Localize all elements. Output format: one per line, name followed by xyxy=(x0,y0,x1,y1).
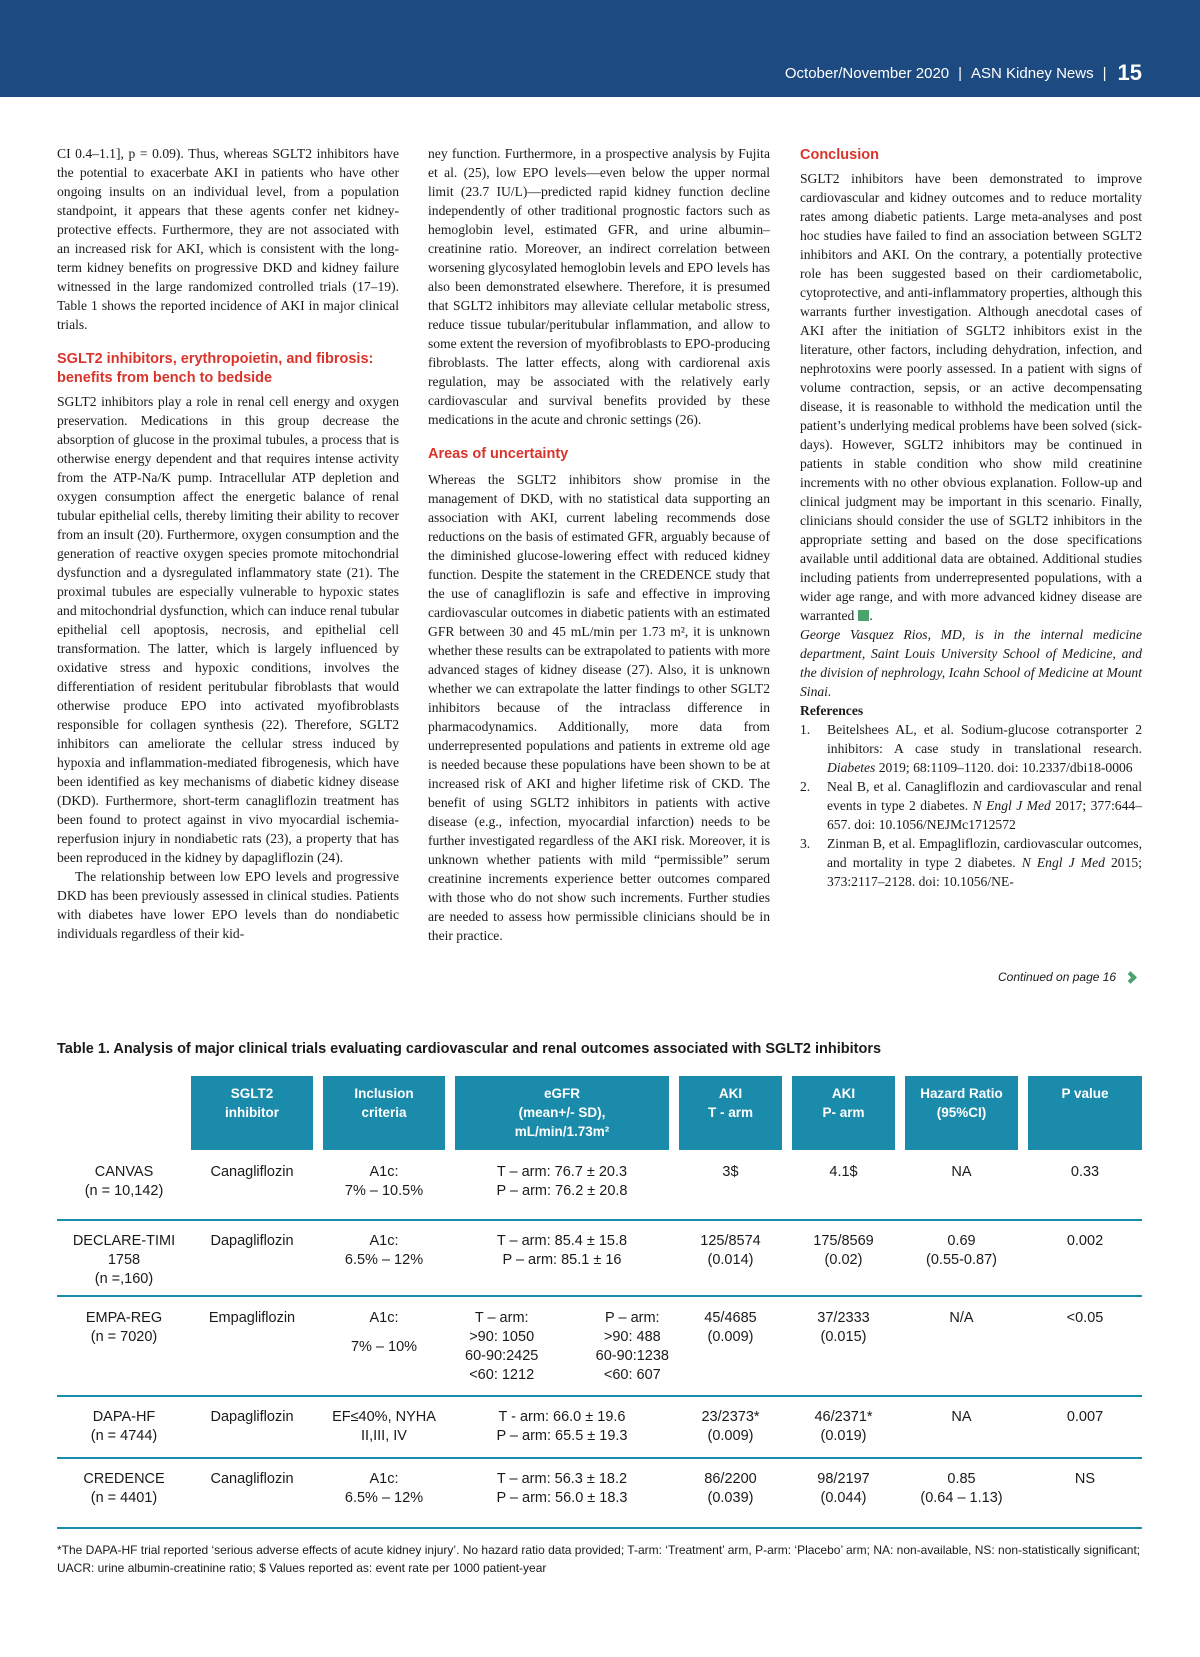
egfr-p-arm: P – arm: >90: 488 60-90:1238 <60: 607 xyxy=(595,1310,669,1383)
page-number: 15 xyxy=(1117,60,1142,85)
header-aki-p-arm: AKI P- arm xyxy=(792,1076,895,1150)
header-sglt2-inhibitor: SGLT2 inhibitor xyxy=(191,1076,313,1150)
cell-criteria: A1c: 6.5% – 12% xyxy=(344,1471,424,1506)
table-title: Table 1. Analysis of major clinical trials evaluating cardiovascular and renal outcomes associated with SGLT2 inhibitors xyxy=(57,1041,882,1057)
reference-details: 2017; 377:644–657. doi: 10.1056/NEJMc1712572 xyxy=(827,798,1142,832)
cell-hazard-ratio: N/A xyxy=(949,1310,974,1326)
table-footnote: *The DAPA-HF trial reported ‘serious adverse effects of acute kidney injury’. No hazard ratio data provided; T-arm: ‘Treatment’ arm, P-arm: ‘Placebo’ arm; NA: non-available, NS: non-statistically significant; UACR: urine albumin-creatinine ratio; $ Values reported as: event rate per 1000 patient-year xyxy=(57,1543,1141,1575)
cell-hazard-ratio: NA xyxy=(951,1409,972,1425)
cell-hazard-ratio: NA xyxy=(951,1164,972,1180)
cell-trial: CREDENCE (n = 4401) xyxy=(83,1471,165,1506)
header-separator-2: | xyxy=(1102,64,1107,82)
reference-item xyxy=(800,777,1142,834)
row-divider xyxy=(57,1527,1142,1529)
cell-aki-p: 98/2197 (0.044) xyxy=(817,1471,870,1506)
cell-inhibitor: Dapagliflozin xyxy=(210,1409,294,1425)
reference-item xyxy=(800,720,1142,777)
cell-criteria: EF≤40%, NYHA II,III, IV xyxy=(332,1409,436,1444)
col2-paragraph-2: Whereas the SGLT2 inhibitors show promise in the management of DKD, with no statistical data supporting an association with AKI, current labeling recommends dose reductions on the basis of estimated GFR, arguably because of the diminished glucose-lowering effect with reduced kidney function. Despite the statement in the CREDENCE study that the use of canagliflozin is safe and effective in improving cardiovascular outcomes in diabetic patients with an estimated GFR between 30 and 45 mL/min per 1.73 m², it is unknown whether these results can be extrapolated to patients with more advanced stages of kidney disease (27). Also, it is unknown whether we can extrapolate the latter findings to other SGLT2 inhibitors because of the intraclass difference in pharmacodynamics. Additionally, more data from underrepresented populations and patients in extreme old age is needed because these populations have been shown to be at increased risk of AKI and higher lifetime risk of CKD. The benefit of using SGLT2 inhibitors in patients with active disease (e.g., infection, myocardial infarction) needs to be further investigated regardless of the AKI risk. Moreover, it is unknown whether patients with mild “permissible” serum creatinine increments experience better outcomes compared with those who do not show such increments. Further studies are needed to assess how permissible clinicians should be in their practice. xyxy=(428,472,770,943)
cell-inhibitor: Canagliflozin xyxy=(210,1164,294,1180)
section-heading-conclusion: Conclusion xyxy=(800,147,879,163)
reference-item xyxy=(800,834,1142,891)
header-egfr: eGFR (mean+/- SD), mL/min/1.73m² xyxy=(455,1076,669,1150)
column-1 xyxy=(57,144,399,943)
cell-aki-t: 45/4685 (0.009) xyxy=(704,1310,757,1345)
row-divider xyxy=(57,1395,1142,1397)
cell-inhibitor: Empagliflozin xyxy=(208,1310,296,1326)
running-head xyxy=(785,60,1142,86)
cell-p-value: <0.05 xyxy=(1066,1310,1104,1326)
header-p-value: P value xyxy=(1028,1076,1142,1150)
col2-paragraph-1: ney function. Furthermore, in a prospective analysis by Fujita et al. (25), low EPO levels—even below the upper normal limit (23.7 IU/L)—predicted rapid kidney function decline independently of other traditional prognostic factors such as hemoglobin level, estimated GFR, and urine albumin–creatinine ratio. Moreover, an indirect correlation between worsening glycosylated hemoglobin levels and EPO levels has also been demonstrated elsewhere. Therefore, it is presumed that SGLT2 inhibitors may alleviate cellular metabolic stress, reduce tissue tubular/peritubular inflammation, and allow to some extent the reversion of myofibroblasts to EPO-producing fibroblasts. The latter effects, along with cardiorenal axis regulation, may be associated with the relatively early cardiovascular and survival benefits provided by these medications in the acute and chronic settings (26). xyxy=(428,146,770,427)
row-divider xyxy=(57,1457,1142,1459)
cell-criteria: A1c: 7% – 10.5% xyxy=(344,1164,424,1199)
header-separator: | xyxy=(958,64,963,82)
col1-paragraph-2: SGLT2 inhibitors play a role in renal cell energy and oxygen preservation. Medications in this group decrease the absorption of glucose in the proximal tubules, a process that is otherwise energy dependent and that requires intense activity from the ATP-Na/K pump. Intracellular ATP depletion and oxygen consumption affect the energetic balance of renal tubular epithelial cells, thereby limiting their ability to recover from an insult (20). Furthermore, oxygen consumption and the generation of reactive oxygen species promote mitochondrial dysfunction and a dysregulated inflammatory state (21). The proximal tubules are especially vulnerable to hypoxic states and mitochondrial dysfunction, which can induce renal tubular epithelial cell apoptosis, necrosis, and epithelial cell transformation. The latter, which is largely influenced by oxidative stress and hypoxic conditions, involves the differentiation of resident peritubular fibroblasts that would otherwise produce EPO into activated myofibroblasts responsible for collagen synthesis (22). Therefore, SGLT2 inhibitors can ameliorate the cellular stress induced by hypoxia and inflammation-mediated fibrogenesis, which have been identified as key mechanisms of diabetic kidney disease (DKD). Furthermore, short-term canagliflozin treatment has been found to protect against in vivo myocardial ischemia-reperfusion injury in nondiabetic rats (23), a property that has been reproduced in the kidney by dapagliflozin (24). xyxy=(57,394,399,865)
reference-text: Neal B, et al. Canagliflozin and cardiovascular and renal events in type 2 diabetes. xyxy=(827,779,1142,813)
cell-hazard-ratio: 0.69 (0.55-0.87) xyxy=(926,1233,997,1268)
cell-trial: EMPA-REG (n = 7020) xyxy=(85,1310,163,1345)
cell-aki-p: 37/2333 (0.015) xyxy=(817,1310,870,1345)
reference-number: 1. xyxy=(800,722,811,737)
references-list xyxy=(800,720,1142,891)
cell-p-value: 0.33 xyxy=(1070,1164,1100,1180)
reference-details: 2019; 68:1109–1120. doi: 10.2337/dbi18-0006 xyxy=(875,760,1133,775)
cell-egfr xyxy=(465,1309,669,1385)
reference-journal: N Engl J Med xyxy=(1021,855,1105,870)
publication-name: ASN Kidney News xyxy=(971,64,1094,82)
table-row xyxy=(57,1470,1142,1512)
reference-text: Zinman B, et al. Empagliflozin, cardiovascular outcomes, and mortality in type 2 diabetes. xyxy=(827,836,1142,870)
cell-egfr: T - arm: 66.0 ± 19.6 P – arm: 65.5 ± 19.3 xyxy=(496,1409,628,1444)
egfr-t-arm: T – arm: >90: 1050 60-90:2425 <60: 1212 xyxy=(465,1310,539,1383)
chevron-right-icon[interactable] xyxy=(1124,971,1137,984)
row-divider xyxy=(57,1219,1142,1221)
continued-link[interactable] xyxy=(998,970,1135,984)
cell-p-value: NS xyxy=(1074,1471,1096,1487)
cell-criteria xyxy=(323,1309,445,1357)
cell-criteria: A1c: 6.5% – 12% xyxy=(344,1233,424,1268)
section-heading-uncertainty: Areas of uncertainty xyxy=(428,446,569,462)
cell-trial: CANVAS (n = 10,142) xyxy=(84,1164,164,1199)
cell-inhibitor: Dapagliflozin xyxy=(210,1233,294,1249)
conclusion-paragraph: SGLT2 inhibitors have been demonstrated to improve cardiovascular and kidney outcomes and to reduce mortality rates among diabetic patients. Large meta-analyses and post hoc studies have failed to find an association between SGLT2 inhibitors and AKI. On the contrary, a potentially protective role has been suggested based on their cardiometabolic, cytoprotective, and anti-inflammatory properties, although this warrants further investigation. Although anecdotal cases of AKI after the initiation of SGLT2 inhibitors exist in the literature, other factors, including dehydration, infection, and nephrotoxins were poorly assessed. In a patient with signs of volume contraction, sepsis, or an active decompensating disease, it is reasonable to withhold the medication until the patient’s underlying medical problems have been solved (sick-days). However, SGLT2 inhibitors may be continued in patients in stable condition who show mild creatinine increments with no other obvious explanation. Follow-up and clinical judgment may be important in this scenario. Finally, clinicians should consider the use of SGLT2 inhibitors in the appropriate setting and based on the dose specifications available until additional data are obtained. Additional studies including patients from underrepresented populations, with a wider age range, and with more advanced kidney disease are warranted . xyxy=(800,171,1142,623)
cell-aki-p: 175/8569 (0.02) xyxy=(813,1233,874,1268)
col1-paragraph-1: CI 0.4–1.1], p = 0.09). Thus, whereas SGLT2 inhibitors have the potential to exacerbate AKI in patients who have other ongoing insults on an individual level, from a population standpoint, it appears that these agents confer net kidney-protective effects. Furthermore, they are not associated with an increased risk for AKI, which is consistent with the long-term kidney benefits on progressive DKD and kidney failure witnessed in the large randomized controlled trials (17–19). Table 1 shows the reported incidence of AKI in major clinical trials. xyxy=(57,146,399,332)
header-inclusion-criteria: Inclusion criteria xyxy=(323,1076,445,1150)
cell-aki-t: 23/2373* (0.009) xyxy=(701,1409,760,1444)
reference-details: 2015; 373:2117–2128. doi: 10.1056/NE- xyxy=(827,855,1142,889)
column-2 xyxy=(428,144,770,945)
criteria-range: 7% – 10% xyxy=(350,1339,418,1355)
cell-aki-p: 4.1$ xyxy=(829,1164,858,1180)
cell-egfr: T – arm: 76.7 ± 20.3 P – arm: 76.2 ± 20.8 xyxy=(496,1164,628,1199)
cell-aki-t: 125/8574 (0.014) xyxy=(700,1233,761,1268)
table-header xyxy=(57,1076,1142,1150)
trials-table xyxy=(57,1076,1142,1506)
header-hazard-ratio: Hazard Ratio (95%CI) xyxy=(905,1076,1018,1150)
reference-text: Beitelshees AL, et al. Sodium-glucose cotransporter 2 inhibitors: A case study in translational research. xyxy=(827,722,1142,756)
header-aki-t-arm: AKI T - arm xyxy=(679,1076,782,1150)
references-heading: References xyxy=(800,703,864,718)
reference-journal: N Engl J Med xyxy=(972,798,1051,813)
issue-date: October/November 2020 xyxy=(784,64,950,82)
criteria-label: A1c: xyxy=(369,1310,399,1326)
table-row xyxy=(57,1163,1142,1225)
row-divider xyxy=(57,1295,1142,1297)
cell-trial: DAPA-HF (n = 4744) xyxy=(90,1409,158,1444)
cell-p-value: 0.002 xyxy=(1066,1233,1104,1249)
reference-number: 2. xyxy=(800,779,811,794)
cell-inhibitor: Canagliflozin xyxy=(210,1471,294,1487)
cell-egfr: T – arm: 85.4 ± 15.8 P – arm: 85.1 ± 16 xyxy=(496,1233,628,1268)
cell-hazard-ratio: 0.85 (0.64 – 1.13) xyxy=(920,1471,1003,1506)
author-bio: George Vasquez Rios, MD, is in the internal medicine department, Saint Louis University School of Medicine, and the division of nephrology, Icahn School of Medicine at Mount Sinai. xyxy=(800,627,1142,699)
column-3 xyxy=(800,146,1142,891)
end-of-article-mark xyxy=(858,610,869,621)
section-heading-sglt2-epo: SGLT2 inhibitors, erythropoietin, and fibrosis: benefits from bench to bedside xyxy=(57,351,374,386)
reference-journal: Diabetes xyxy=(827,760,876,775)
col1-paragraph-3: The relationship between low EPO levels and progressive DKD has been previously assessed in clinical studies. Patients with diabetes have lower EPO levels than do nondiabetic individuals regardless of their kid- xyxy=(57,869,399,941)
cell-p-value: 0.007 xyxy=(1066,1409,1104,1425)
cell-aki-t: 86/2200 (0.039) xyxy=(704,1471,757,1506)
table-row xyxy=(57,1309,1142,1389)
table-row xyxy=(57,1408,1142,1450)
reference-number: 3. xyxy=(800,836,811,851)
cell-aki-p: 46/2371* (0.019) xyxy=(814,1409,873,1444)
cell-aki-t: 3$ xyxy=(722,1164,739,1180)
cell-egfr: T – arm: 56.3 ± 18.2 P – arm: 56.0 ± 18.3 xyxy=(496,1471,628,1506)
continued-text[interactable]: Continued on page 16 xyxy=(998,970,1117,984)
cell-trial: DECLARE-TIMI 1758 (n =,160) xyxy=(72,1233,176,1287)
table-row xyxy=(57,1232,1142,1294)
page-header xyxy=(0,0,1200,97)
conclusion-text: SGLT2 inhibitors have been demonstrated to improve cardiovascular and kidney outcomes and to reduce mortality rates among diabetic patients. Large meta-analyses and post hoc studies have failed to find an association between SGLT2 inhibitors and AKI. On the contrary, a potentially protective role has been suggested based on their cardiometabolic, cytoprotective, and anti-inflammatory properties, although this warrants further investigation. Although anecdotal cases of AKI after the initiation of SGLT2 inhibitors exist in the literature, other factors, including dehydration, infection, and nephrotoxins were poorly assessed. In a patient with signs of volume contraction, sepsis, or an active decompensating disease, it is reasonable to withhold the medication until the patient’s underlying medical problems have been solved (sick-days). However, SGLT2 inhibitors may be continued in patients in stable condition who show mild creatinine increments with no other obvious explanation. Follow-up and clinical judgment may be important in this scenario. Finally, clinicians should consider the use of SGLT2 inhibitors in the appropriate setting and based on the dose specifications available until additional data are obtained. Additional studies including patients from underrepresented populations, with a wider age range, and with more advanced kidney disease are warranted xyxy=(800,171,1142,623)
